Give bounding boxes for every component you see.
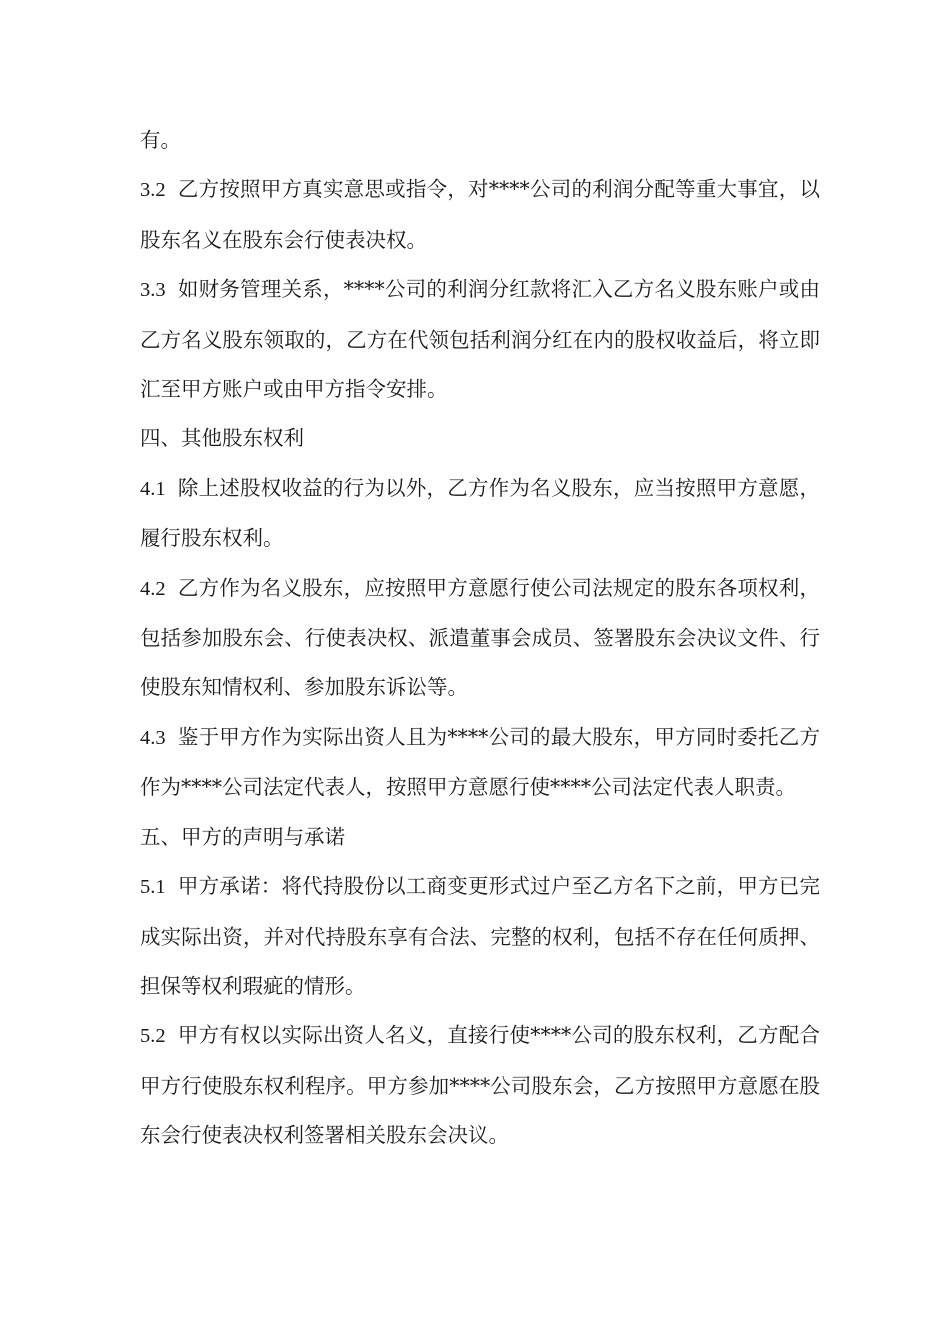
section-heading-text: 四、其他股东权利 <box>140 426 304 451</box>
clause-number: 3.2 <box>140 179 166 202</box>
clause-text: 甲方有权以实际出资人名义，直接行使****公司的股东权利，乙方配合甲方行使股东权利程序。甲方参加****公司股东会，乙方按照甲方意愿在股东会行使表决权利签署相关股东会决议。 <box>140 1023 820 1148</box>
clause-text: 甲方承诺：将代持股份以工商变更形式过户至乙方名下之前，甲方已完成实际出资，并对代持股东享有合法、完整的权利，包括不存在任何质押、担保等权利瑕疵的情形。 <box>140 874 820 998</box>
clause-number: 4.1 <box>140 477 166 500</box>
clause-text: 鉴于甲方作为实际出资人且为****公司的最大股东，甲方同时委托乙方作为****公司法定代表人，按照甲方意愿行使****公司法定代表人职责。 <box>140 724 820 800</box>
clause-5-2 <box>140 1011 820 1160</box>
clause-4-2 <box>140 564 820 713</box>
clause-4-3 <box>140 713 820 813</box>
clause-number: 5.2 <box>140 1025 166 1048</box>
clause-text: 乙方作为名义股东，应按照甲方意愿行使公司法规定的股东各项权利，包括参加股东会、行使表决权、派遣董事会成员、签署股东会决议文件、行使股东知情权利、参加股东诉讼等。 <box>140 575 820 700</box>
document-body <box>140 116 820 1161</box>
section-heading-text: 五、甲方的声明与承诺 <box>140 824 345 849</box>
clause-text: 如财务管理关系，****公司的利润分红款将汇入乙方名义股东账户或由乙方名义股东领取的，乙方在代领包括利润分红在内的股权收益后，将立即汇至甲方账户或由甲方指令安排。 <box>140 277 820 402</box>
clause-number: 4.3 <box>140 726 166 749</box>
clause-3-3 <box>140 265 820 414</box>
clause-number: 5.1 <box>140 876 166 899</box>
clause-number: 4.2 <box>140 577 166 600</box>
section-heading-4 <box>140 414 820 463</box>
paragraph-continuation <box>140 116 820 165</box>
clause-text: 乙方按照甲方真实意思或指令，对****公司的利润分配等重大事宜，以股东名义在股东会行使表决权。 <box>140 177 820 252</box>
paragraph-text: 有。 <box>140 128 181 152</box>
clause-3-2 <box>140 165 820 265</box>
clause-4-1 <box>140 464 820 564</box>
section-heading-5 <box>140 813 820 862</box>
clause-number: 3.3 <box>140 279 166 302</box>
clause-5-1 <box>140 862 820 1011</box>
clause-text: 除上述股权收益的行为以外，乙方作为名义股东，应当按照甲方意愿，履行股东权利。 <box>140 475 820 551</box>
